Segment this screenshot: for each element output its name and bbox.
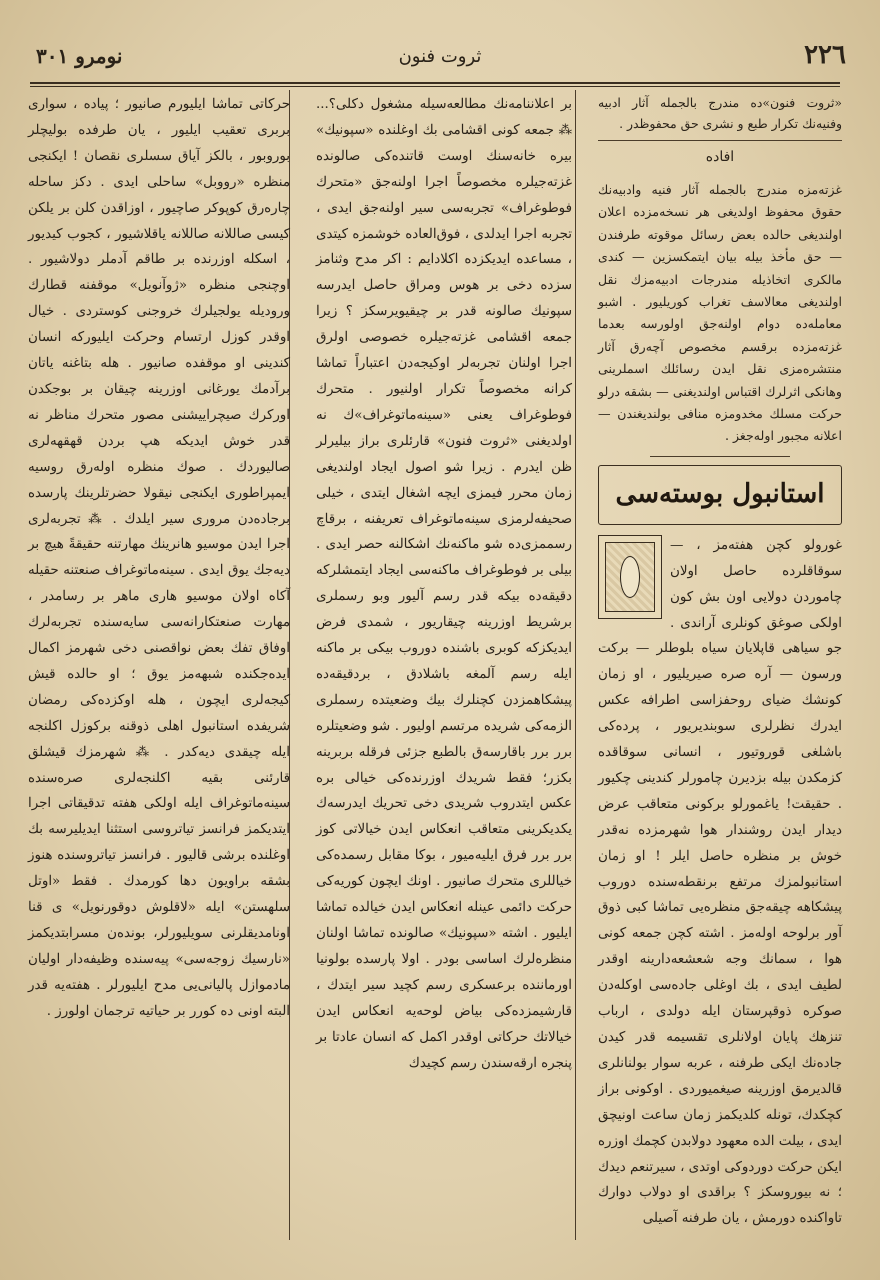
page-number: ٢٢٦ [804, 40, 846, 70]
ornament-vignette [598, 535, 662, 619]
article-text-right: غورولو كچن هفته‌مز ، — سوقاقلرده حاصل اولان چاموردن دولایی اون بش كون اولكی صوغق كونلری آراندی . جو سیاهی قاپلایان سیاه بلوطلر — بركت ورسون — آره صره صیریلیور ، او زمان كونشك ضیای روحفزاسی اطرافه عكس ایدرك نظرلری سوبندیریور ، پرده‌كی باشلغی قوروتیور ، انسانی سوقاقده كزمكدن بیله بزدیرن چامورلر كندینی چكیور . حقیقت! یاغمورلو بركونی متعاقب عرض دیدار ایدن روشندار هوا شهرمزده نه‌قدر خوش بر منظره حاصل ایلر ! او زمان استانبولمزك مرتفع برنقطه‌سنده دوروب پیشكاهه چیقه‌جق منظره‌یی تماشا كبی ذوق آور برلوحه اوله‌مز . اشته كچن جمعه كونی هوا ، سمانك وجه شعشعه‌دارینه اوقدر لطیف ایدی ، بك اوغلی جاده‌سی اوكله‌دن صوكره ذوقپرستان ایله دولدی ، ارباب تنزهك پایان اولانلری تقسیمه قدر كیدن جاده‌نك ایكی طرفنه ، عربه سوار بولنانلری قالدیرمق اوزرینه صیغمیوردی . اوكونی براز كچكدك، تونله كلدیكمز زمان ساعت اونیچق ایدی ، بیلت الده معهود دولابدن كچمك اوزره ایكن حركت دوردوكی اوتدی ، سیرتنعم دیدك ؛ نه بیوروسكز ؟ براقدی او دولاب دوارك تاواكنده دورمش ، یان طرفنه آصیلی [598, 537, 842, 1227]
journal-title: ثروت فنون [398, 46, 482, 67]
article-text-left: حركاتی تماشا ایلیورم صانیور ؛ پیاده ، سواری بربری تعقیب ایلیور ، یان طرفده بولیچلر بوروبور ، بالكز آیاق سسلری نقصان ! ایكنجی منظره «رووبل» ساحلی ایدی . دكز ساحله چاره‌رق كوپوكر صاچیور ، اوزاقدن كلن بر یلكن كیسی صاللانه صاللانه یاقلاشیور ، كجوب كیدیور ، اسكله اوزرنده بر طاقم آدملر دولاشیور . اوچنجی منظره «ژوآنویل» موقفنه قطارك ورودیله یولجیلرك خروجنی كوستردی . خیال اوقدر كوزل ارتسام وحركت ایلیوركه انسان كندینی او موقفده صانیور . هله بتاغنه یاتان برآدمك یورغانی اوزرینه چیقان بر بوجكدن اوركرك صیچراییشنی مصور متحرك مناظر نه قدر خوش ایدیكه هپ بردن قهقهه‌لری صالیوردك . صوك منظره اوله‌رق روسیه ایمپراطوری ایكنجی نیقولا حضرتلرینك پارسده برجاده‌دن مروری سیر ایلدك . ⁂ تجربه‌لری اجرا ایدن موسیو هانرینك مهارتنه حقیقةً هیچ بر دیه‌جك یوق ایدی . سینه‌ماتوغراف صنعتنه حقیله آكاه اولان موسیو هاری ماهر بر رسامدر ، مهارت صنعتكارانه‌سی سایه‌سنده تجربه‌لرك اوفاق تفك بعض نواقصنی دخی شهرمز اكمال ایده‌جكنده شبهه‌مز یوق ؛ او حالده قیش كیجه‌لری ایچون ، هله اوكزده‌كی رمضان شریفده استانبول اهلی ذوقنه بركوزل اكلنجه ایله چیقدی دیه‌كدر . ⁂ شهرمزك قیشلق قارئنی بقیه اكلنجه‌لری صره‌سنده سینه‌ماتوغراف ایله اولكی هفته تدقیقاتی اجرا ایتدیكمز فرانسز تیاتروسی استثنا ایدیلیرسه بك اوغلنده برشی قالیور . فرانسز تیاتروسنده هنوز بشقه براویون دها كورمدك . فقط «اوتل سلهستن» ایله «لاقلوش دوقورنویل» ی قنا اونامدیقلرنی سویلیورلر، بونده‌ن مسرابتدیكمز «نارسیك زوجه‌سی» پیه‌سنده وظیفه‌دار اولیان مادموازل پالیانی‌یی مدح ایلیورلر . هفته‌یه قدر البته اونی ده كورر بر حیاتیه ترجمان اولورز . [28, 97, 290, 1019]
article-text-middle: بر اعلاننامه‌نك مطالعه‌سیله مشغول دكلی؟... ⁂ جمعه كونی اقشامی بك اوغلنده «سپونیك» بیره خانه‌سنك اوست قاتنده‌كی صالونده غزته‌جیلره مخصوصاً اجرا اولنه‌جق «متحرك فوطوغراف» تجربه‌سی سیر اولنه‌جق ایدی ، تجربه اجرا ایدلدی ، فوق‌العاده خوشمزه كیتدی ، مساعده ایدیكزده اكلادایم : اكر مدح وثنامز سزده دخی بر هوس ومراق حاصل ایدرسه سپونیك صالونه قدر بر چیقیویرسكز ؟ زیرا جمعه اقشامی غزته‌جیلره خصوصی اولرق اجرا اولنان تجربه‌لر اوكیجه‌دن اعتباراً تماشا كرانه مخصوصاً تكرار اولنیور . متحرك فوطوغراف یعنی «سینه‌ماتوغراف»ك نه اولدیغنی «ثروت فنون» قارئلری براز بیلیرلر ظن ایدرم . زیرا شو اصول ایجاد اولندیغی زمان محرر فیمزی ایچه اشغال ایتدی ، خیلی صحیفه‌لرمزی سینه‌ماتوغراف تعریفنه ، برقاچ رسممزی‌ده شو ماكنه‌نك اشكالنه حصر ایدی . بیلی بر فوطوغراف ماكنه‌سی ایجاد ایتمشلركه دقیقه‌ده بیكه قدر رسم آلیور وبو رسملری برشریط اوزرینه چیقاریور ، شمدی فرض ایدیكزكه كوبری باشنده دوروب بیكی بر ماكنه ایله رسم آلمغه باشلادق ، بردقیقه‌ده پیشكاهمزدن كچنلرك بیك وضعیتده رسملری الزمه‌كی شریده مرتسم اولیور . شو وضعیتلره برر برر باقارسه‌ق بالطبع جزئی فرقله بربرینه بكزر؛ فقط شریدك اوزرنده‌كی خیالی بره عكس ایتدروب شریدی دخی تحریك ایدرسه‌ك یكدیكرینی متعاقب انعكاس ایدن خیالاتی كوز برر برر فرق ایلیه‌میور ، بوكا مقابل رسمده‌كی خیاللری متحرك صانیور . اونك ایچون كوریه‌كی حركت دائمی عینله انعكاس ایدن خیالده تماشا ایلیور . اشته «سپونیك» صالونده تماشا اولنان منظره‌لرك اساسی بودر . اولا پارسده بولونیا اورماننده برعسكری رسم كچید سیر ایتدك ، قارشیمزده‌كی بیاض لوحه‌یه انعكاس ایدن خیالاتك حركاتی اوقدر اكمل كه انسان عادتا بر پنجره ارقه‌سندن رسم كچیدك [316, 97, 572, 1071]
section-divider [650, 456, 790, 457]
header-rule [30, 82, 840, 84]
header-rule-thin [30, 86, 840, 87]
page-header [30, 38, 850, 78]
left-column [28, 92, 290, 1025]
notice-text: غزته‌مزه مندرج بالجمله آثار فنیه وادبیه‌نك حقوق محفوظ اولدیغی هر نسخه‌مزده اعلان اولندیغی حالده بعض رسائل موقوته طرفندن — حق مأخذ بیله بیان ایتمكسزین — كندی مالكری اتخاذیله مندرجات ادبیه‌مزك نقل اولندیغی معالاسف تغراب كوریلیور . اشبو معامله‌ده دوام اولنه‌جق اولورسه بعدما غزته‌مزده برقسم مخصوص آچه‌رق آثار منتشره‌مزی نقل ایدن رسائلك اسملرینی وهانكی اثرلرك اقتباس اولندیغنی — بشقه درلو حركت مسلك مخدومزه منافی بولندیغندن — اعلانه مجبور اوله‌جغز . [598, 181, 842, 444]
middle-column [316, 92, 572, 1076]
right-column [598, 92, 842, 1232]
notice-heading: افاده [705, 149, 735, 165]
column-divider-right [575, 90, 576, 1240]
ornament-leaf-icon [620, 556, 640, 598]
copyright-note: «ثروت فنون»ده مندرج بالجمله آثار ادبیه وفنیه‌نك تكرار طبع و نشری حق محفوظدر . [598, 92, 842, 141]
issue-number: نومرو ٣٠١ [36, 44, 123, 68]
section-banner [598, 465, 842, 525]
banner-title: استانبول بوسته‌سی [615, 478, 825, 509]
